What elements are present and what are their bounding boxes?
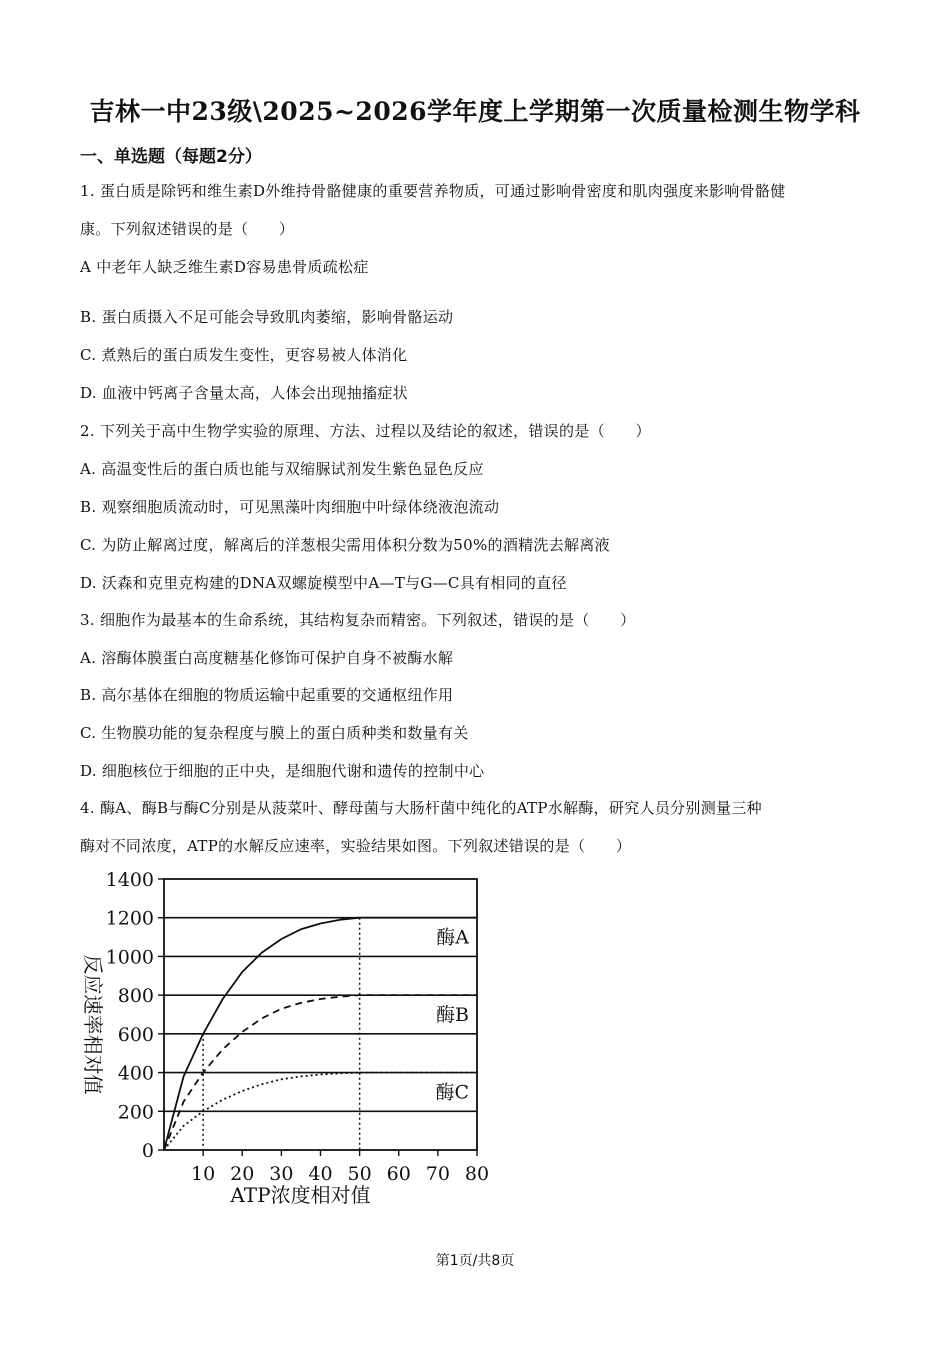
y-axis-label: 反应速率相对值 bbox=[81, 954, 105, 1095]
x-tick-label: 10 bbox=[191, 1163, 216, 1185]
q4-stem-line2: 酶对不同浓度，ATP的水解反应速率，实验结果如图。下列叙述错误的是（ ） bbox=[80, 837, 632, 855]
q3-option-d: D. 细胞核位于细胞的正中央，是细胞代谢和遗传的控制中心 bbox=[80, 762, 485, 780]
q1-stem-line2: 康。下列叙述错误的是（ ） bbox=[80, 220, 295, 238]
q1-option-d: D. 血液中钙离子含量太高，人体会出现抽搐症状 bbox=[80, 384, 408, 402]
y-tick-label: 600 bbox=[117, 1023, 154, 1046]
series-label-3: 酶C bbox=[435, 1081, 469, 1104]
q2-stem: 2. 下列关于高中生物学实验的原理、方法、过程以及结论的叙述，错误的是（ ） bbox=[80, 422, 651, 440]
x-tick-label: 40 bbox=[308, 1163, 333, 1185]
series-label-1: 酶A bbox=[436, 926, 469, 949]
page-footer: 第1页/共8页 bbox=[435, 1253, 515, 1269]
q3-option-b: B. 高尔基体在细胞的物质运输中起重要的交通枢纽作用 bbox=[80, 686, 454, 704]
x-tick-label: 50 bbox=[347, 1163, 372, 1185]
q1-option-a: A 中老年人缺乏维生素D容易患骨质疏松症 bbox=[80, 258, 369, 276]
x-tick-label: 70 bbox=[425, 1163, 450, 1185]
page-title: 吉林一中23级\2025~2026学年度上学期第一次质量检测生物学科 bbox=[89, 97, 861, 126]
y-tick-label: 1400 bbox=[105, 869, 154, 891]
y-tick-label: 1000 bbox=[105, 946, 154, 969]
y-tick-label: 0 bbox=[141, 1140, 154, 1162]
q1-option-b: B. 蛋白质摄入不足可能会导致肌肉萎缩，影响骨骼运动 bbox=[80, 308, 454, 326]
plot-frame bbox=[164, 879, 477, 1150]
series-label-2: 酶B bbox=[436, 1004, 469, 1027]
x-tick-label: 20 bbox=[230, 1163, 255, 1185]
x-tick-label: 30 bbox=[269, 1163, 294, 1185]
x-tick-label: 60 bbox=[386, 1163, 411, 1185]
q1-stem-line1: 1. 蛋白质是除钙和维生素D外维持骨骼健康的重要营养物质，可通过影响骨密度和肌肉强度来影响骨骼健 bbox=[80, 182, 786, 200]
q3-option-a: A. 溶酶体膜蛋白高度糖基化修饰可保护自身不被酶水解 bbox=[80, 649, 454, 667]
y-tick-label: 800 bbox=[117, 985, 154, 1008]
y-tick-label: 1200 bbox=[105, 907, 154, 930]
x-axis-label: ATP浓度相对值 bbox=[230, 1183, 371, 1207]
q4-stem-line1: 4. 酶A、酶B与酶C分别是从菠菜叶、酵母菌与大肠杆菌中纯化的ATP水解酶，研究人员分别测量三种 bbox=[80, 799, 762, 817]
q3-stem: 3. 细胞作为最基本的生命系统，其结构复杂而精密。下列叙述，错误的是（ ） bbox=[80, 611, 636, 629]
enzyme-rate-chart bbox=[70, 862, 510, 1217]
y-tick-label: 400 bbox=[117, 1062, 154, 1085]
q1-option-c: C. 煮熟后的蛋白质发生变性，更容易被人体消化 bbox=[80, 346, 408, 364]
q2-option-d: D. 沃森和克里克构建的DNA双螺旋模型中A—T与G—C具有相同的直径 bbox=[80, 574, 567, 592]
x-tick-label: 80 bbox=[464, 1163, 490, 1185]
q2-option-a: A. 高温变性后的蛋白质也能与双缩脲试剂发生紫色显色反应 bbox=[80, 460, 484, 478]
y-tick-label: 200 bbox=[117, 1101, 154, 1124]
q2-option-b: B. 观察细胞质流动时，可见黑藻叶肉细胞中叶绿体绕液泡流动 bbox=[80, 498, 500, 516]
q2-option-c: C. 为防止解离过度，解离后的洋葱根尖需用体积分数为50%的酒精洗去解离液 bbox=[80, 536, 610, 554]
section-heading: 一、单选题（每题2分） bbox=[80, 147, 262, 167]
q3-option-c: C. 生物膜功能的复杂程度与膜上的蛋白质种类和数量有关 bbox=[80, 724, 469, 742]
